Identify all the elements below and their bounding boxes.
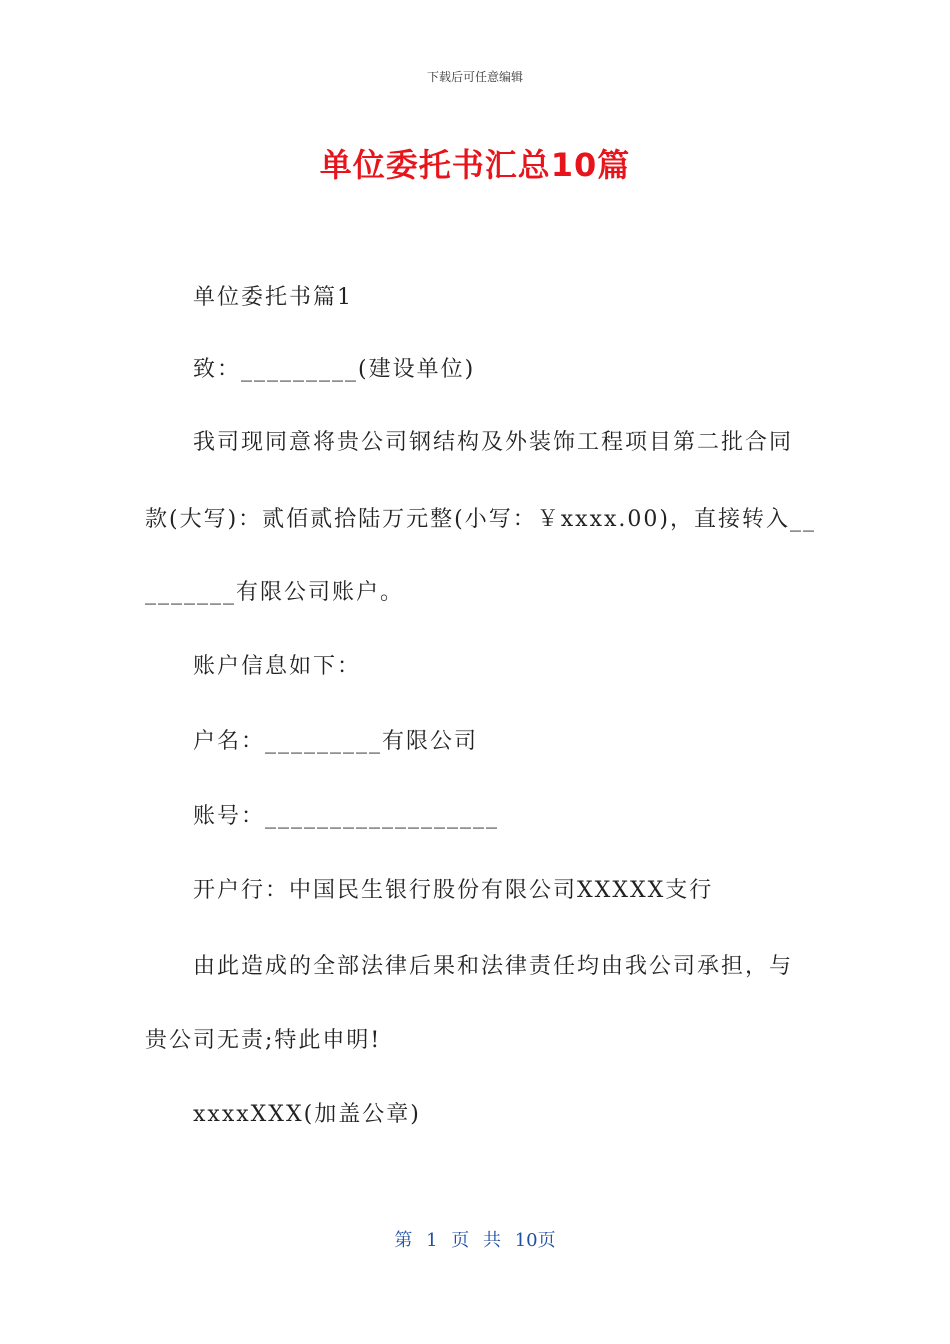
page-number: 第 1 页 共 10页: [394, 1230, 556, 1251]
liability-paragraph-line: 贵公司无责;特此申明!: [145, 1028, 382, 1053]
account-info-heading: 账户信息如下：: [193, 654, 362, 679]
body-paragraph-line: _______有限公司账户。: [145, 580, 405, 605]
account-name-line: 户名：_________有限公司: [193, 729, 479, 754]
seal-line: xxxxXXX(加盖公章): [193, 1102, 421, 1127]
document-title: 单位委托书汇总10篇: [319, 146, 631, 184]
section-heading: 单位委托书篇1: [193, 285, 353, 310]
body-paragraph-line: 我司现同意将贵公司钢结构及外装饰工程项目第二批合同: [193, 430, 794, 455]
body-paragraph-line: 款(大写)：贰佰贰拾陆万元整(小写：￥xxxx.00)，直接转入__: [145, 507, 816, 532]
recipient-line: 致：_________(建设单位): [193, 357, 476, 382]
bank-line: 开户行：中国民生银行股份有限公司XXXXX支行: [193, 878, 714, 903]
account-number-line: 账号：__________________: [193, 804, 500, 829]
header-note: 下载后可任意编辑: [426, 70, 523, 84]
liability-paragraph-line: 由此造成的全部法律后果和法律责任均由我公司承担，与: [193, 954, 794, 979]
